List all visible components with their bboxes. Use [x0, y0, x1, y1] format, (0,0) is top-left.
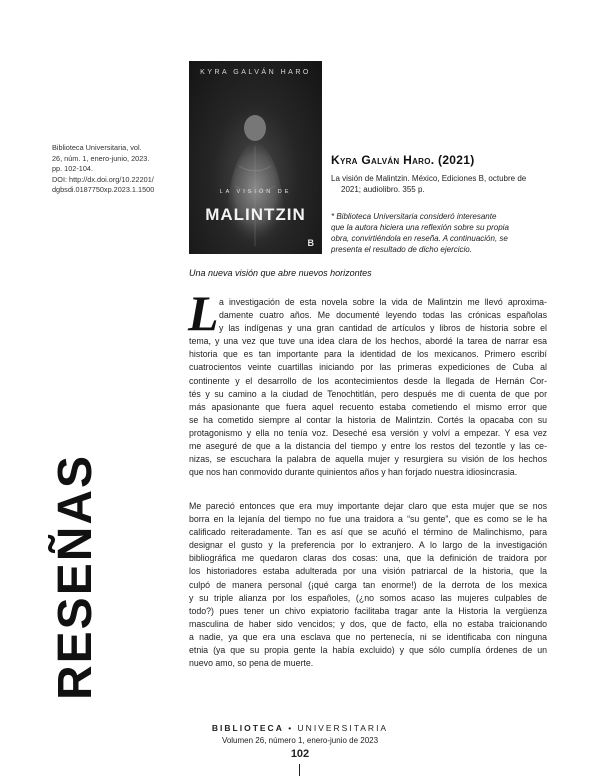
text-line: tema, y una vez que tuve una idea clara de los hechos, abordé la tarea de narrar esa — [189, 336, 547, 347]
note-line: * Biblioteca Universitaria consideró interesante — [331, 212, 497, 221]
text-line: más apasionante que fuera aquel recuento estaba cometiendo el mismo error que — [189, 401, 547, 412]
text-line: bibliográfica me quedaron claras dos cosas: una, que la definición de traidora por — [189, 553, 547, 564]
text-line: continente y el desarrollo de los acontecimientos desde la llegada de Hernán Cor- — [189, 375, 547, 386]
footer-brand-bold: BIBLIOTECA — [211, 723, 284, 733]
review-reference — [331, 173, 556, 195]
citation-line: 26, núm. 1, enero-junio, 2023. — [52, 153, 150, 163]
cover-figure-illustration — [219, 106, 292, 246]
footer-rule — [299, 764, 300, 776]
paragraph-1 — [189, 296, 547, 479]
text-line: cuatrocientos veinte cuartillas iniciando por las primeras expediciones de Cuba al — [189, 362, 547, 373]
text-line: los historiadores estaba adulterada por una visión patriarcal de la historia, que la — [189, 566, 547, 577]
review-heading: Kyra Galván Haro. (2021) — [331, 153, 475, 167]
editorial-note — [331, 211, 556, 255]
text-line: protagonismo y ella no tenía voz. Deseché esa versión y volví a empezar. Y esa vez — [189, 427, 547, 438]
reference-line: 2021; audiolibro. 355 p. — [341, 185, 425, 194]
text-line: tés y su camino a la ciudad de Tenochtitlán, pero después me di cuenta de que por — [189, 388, 547, 399]
section-subtitle: Una nueva visión que abre nuevos horizontes — [189, 268, 372, 278]
cover-author: KYRA GALVÁN HARO — [200, 69, 311, 76]
text-line: y las indígenas y una gran cantidad de artículos y libros de historia sobre el — [219, 323, 547, 334]
citation-doi-cont[interactable]: dgbsdi.0187750xp.2023.1.1500 — [52, 185, 155, 194]
text-line: damente cuatro años. Me documenté leyendo todas las crónicas españolas — [219, 310, 547, 321]
cover-title: MALINTZIN — [205, 205, 306, 224]
text-line: Me pareció entonces que era muy importante dejar claro que esta mujer que se nos — [189, 501, 547, 511]
text-line: a investigación de esta novela sobre la vida de Malintzin me llevó aproxima- — [219, 297, 547, 307]
text-line: que nos han conmovido durante quinientos años y han forjado nuestra idiosincrasia. — [189, 467, 518, 478]
text-line: calificado reiteradamente. Tan es así que se acuñó el término de Malinchismo, para — [189, 527, 547, 538]
note-line: que la autora hiciera una reflexión sobre su propia — [331, 223, 509, 232]
footer-volume: Volumen 26, número 1, enero-junio de 2023 — [221, 736, 379, 745]
text-line: borra en la lejanía del tiempo no fue una traidora a “su gente”, que es como se le ha — [189, 514, 547, 525]
citation-doi[interactable]: DOI: http://dx.doi.org/10.22201/ — [52, 174, 154, 184]
footer-brand-rest: UNIVERSITARIA — [297, 723, 389, 733]
footer-journal-name — [0, 723, 600, 733]
citation-line: Biblioteca Universitaria, vol. — [52, 143, 142, 152]
paragraph-2 — [189, 500, 547, 670]
publisher-logo: B — [307, 238, 314, 248]
footer-brand-separator: • — [283, 723, 298, 733]
cover-small-title: LA VISIÓN DE — [219, 189, 292, 195]
text-line: masculina de haber sido vencidos; y dos, que de facto, ella no estaba traicionando — [189, 618, 547, 629]
section-side-label: RESEÑAS — [49, 453, 102, 700]
text-line: nizas, se escuchara la palabra de aquella mujer y resurgiera su visión de los hechos — [189, 454, 547, 465]
text-line: y su triple alianza por los españoles, (¿no somos acaso las mujeres culpables de — [189, 592, 547, 603]
citation-block — [52, 143, 170, 196]
reference-line: La visión de Malintzin. México, Ediciones B, octubre de — [331, 174, 527, 183]
text-line: designar el gusto y la preferencia por lo extranjero. A lo largo de la investigación — [189, 540, 547, 551]
text-line: historia que es tan importante para la identidad de los mexicanos. Primero escribí — [189, 349, 547, 360]
text-line: me aseguré de que a la distancia del tiempo y entre los restos del tezontle y las ce- — [189, 441, 547, 452]
text-line: culpó de manera personal (¡qué carga tan enorme!) de la derrota de los mexica — [189, 579, 547, 590]
note-line: obra, convirtiéndola en reseña. A continuación, se — [331, 234, 508, 243]
citation-line: pp. 102-104. — [52, 164, 93, 173]
note-line: presenta el resultado de dicho ejercicio. — [331, 245, 472, 254]
page-number: 102 — [290, 748, 310, 760]
text-line: todo?) pues tener un chivo expiatorio facilitaba tragar ante la Historia la vergüenza — [189, 605, 547, 616]
book-cover — [189, 61, 322, 254]
drop-cap: L — [188, 285, 219, 341]
text-line: se ha cometido siempre al contar la historia de Malintzin. Cortés la opacaba con su — [189, 414, 547, 425]
text-line: etnia (ya que su propia gente la había excluido) y que sólo cumplía órdenes de un — [189, 645, 547, 656]
text-line: a nadie, ya que era una esclava que no pertenecía, ni se identificaba con ninguna — [189, 631, 547, 642]
text-line: nuevo amo, so pena de muerte. — [189, 658, 314, 669]
